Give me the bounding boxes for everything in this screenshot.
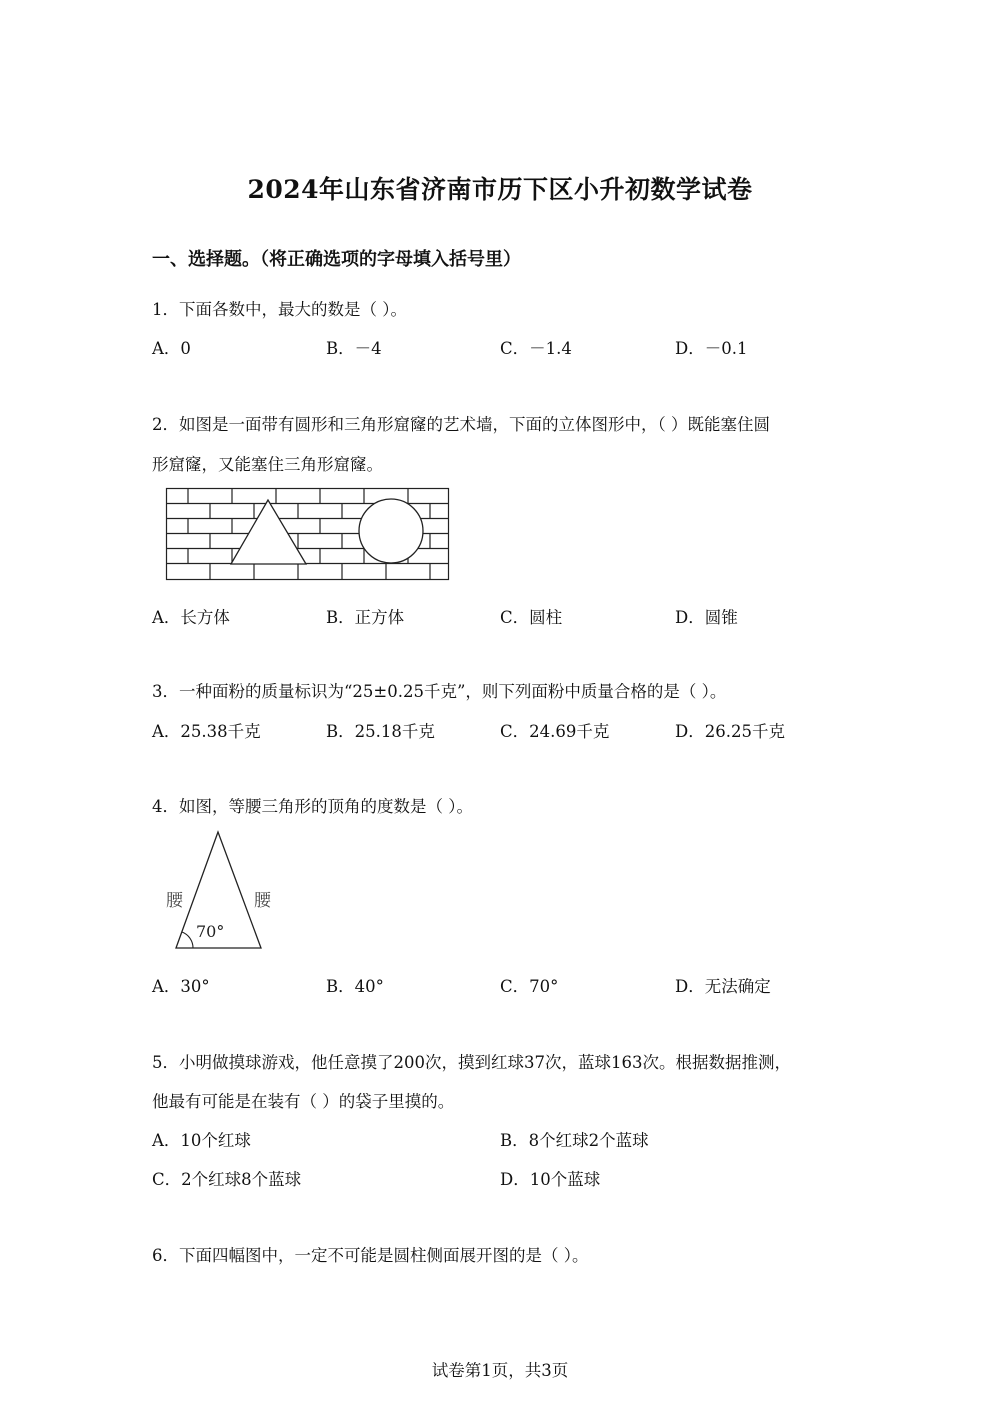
question-5-option-d: D．10个蓝球 — [500, 1170, 601, 1189]
question-1-option-c: C．－1.4 — [500, 339, 572, 358]
question-5-option-c: C．2个红球8个蓝球 — [152, 1170, 302, 1189]
question-5-option-b: B．8个红球2个蓝球 — [500, 1131, 649, 1150]
triangle-hole — [231, 500, 306, 564]
page-title: 2024年山东省济南市历下区小升初数学试卷 — [247, 175, 753, 204]
question-3-option-a: A．25.38千克 — [152, 722, 261, 741]
section-heading-choice: 一、选择题。（将正确选项的字母填入括号里） — [152, 249, 521, 270]
question-4-option-c: C．70° — [500, 977, 559, 996]
question-5-option-a: A．10个红球 — [152, 1131, 251, 1150]
circle-hole — [359, 499, 423, 563]
question-4-option-d: D．无法确定 — [675, 977, 771, 996]
question-2-stem-line-2: 形窟窿，又能塞住三角形窟窿。 — [152, 455, 383, 474]
page-footer: 试卷第1页，共3页 — [431, 1361, 569, 1380]
brick-wall-figure — [166, 488, 450, 581]
question-1-option-d: D．－0.1 — [675, 339, 748, 358]
question-3-stem: 3．一种面粉的质量标识为“25±0.25千克”，则下列面粉中质量合格的是（ ）。 — [152, 682, 727, 701]
question-5-stem-line-2: 他最有可能是在装有（ ）的袋子里摸的。 — [152, 1092, 455, 1111]
question-3-option-d: D．26.25千克 — [675, 722, 785, 741]
question-2-option-d: D．圆锥 — [675, 608, 738, 627]
question-2-stem-line-1: 2．如图是一面带有圆形和三角形窟窿的艺术墙，下面的立体图形中，（ ）既能塞住圆 — [152, 415, 770, 434]
question-2-option-c: C．圆柱 — [500, 608, 563, 627]
question-3-option-b: B．25.18千克 — [326, 722, 435, 741]
question-4-stem: 4．如图，等腰三角形的顶角的度数是（ ）。 — [152, 797, 473, 816]
question-1-stem: 1．下面各数中，最大的数是（ ）。 — [152, 300, 407, 319]
question-2-option-b: B．正方体 — [326, 608, 405, 627]
base-angle-label: 70° — [196, 922, 225, 941]
question-4-option-a: A．30° — [152, 977, 210, 996]
question-4-option-b: B．40° — [326, 977, 384, 996]
triangle-right-side-label: 腰 — [254, 891, 271, 911]
question-1-option-a: A．0 — [152, 339, 191, 358]
question-1-option-b: B．－4 — [326, 339, 382, 358]
question-2-option-a: A．长方体 — [152, 608, 230, 627]
question-5-stem-line-1: 5．小明做摸球游戏，他任意摸了200次，摸到红球37次，蓝球163次。根据数据推测， — [152, 1053, 791, 1072]
triangle-left-side-label: 腰 — [166, 891, 183, 911]
question-3-option-c: C．24.69千克 — [500, 722, 610, 741]
question-6-stem: 6．下面四幅图中，一定不可能是圆柱侧面展开图的是（ ）。 — [152, 1246, 589, 1265]
